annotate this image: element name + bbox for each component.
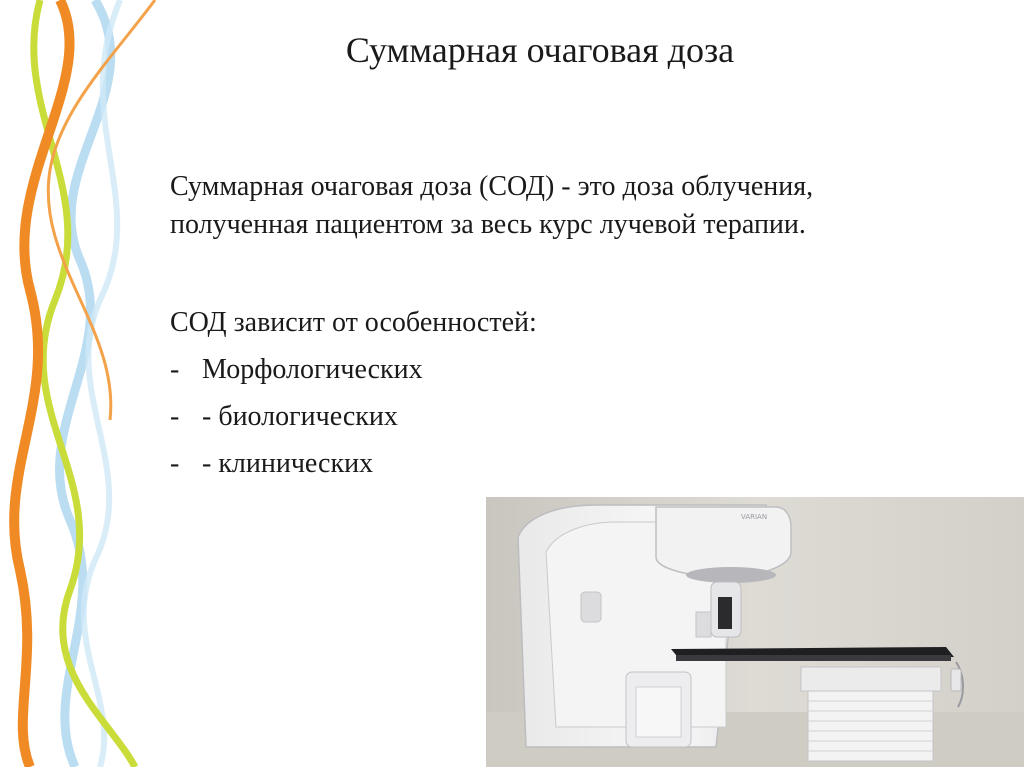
list-item-text: - клинических	[202, 448, 374, 479]
dependence-heading: СОД зависит от особенностей:	[170, 307, 537, 338]
list-item	[170, 445, 423, 492]
definition-text	[170, 168, 970, 244]
linear-accelerator-photo	[486, 497, 1024, 767]
list-item-text: Морфологических	[202, 354, 423, 385]
list-dash: -	[170, 448, 180, 479]
dependence-list	[170, 351, 423, 492]
list-item-text: - биологических	[202, 401, 398, 432]
list-dash: -	[170, 354, 180, 385]
definition-line-1: Суммарная очаговая доза (СОД) - это доза облучения,	[170, 171, 814, 202]
list-dash: -	[170, 401, 180, 432]
slide-title: Суммарная очаговая доза	[345, 30, 735, 70]
machine-brand-text: VARIAN	[741, 513, 768, 521]
ribbon-blue-2	[84, 0, 120, 767]
list-item	[170, 351, 423, 398]
ribbon-green	[34, 0, 135, 767]
definition-line-2: полученная пациентом за весь курс лучевой терапии.	[170, 209, 806, 240]
list-item	[170, 398, 423, 445]
